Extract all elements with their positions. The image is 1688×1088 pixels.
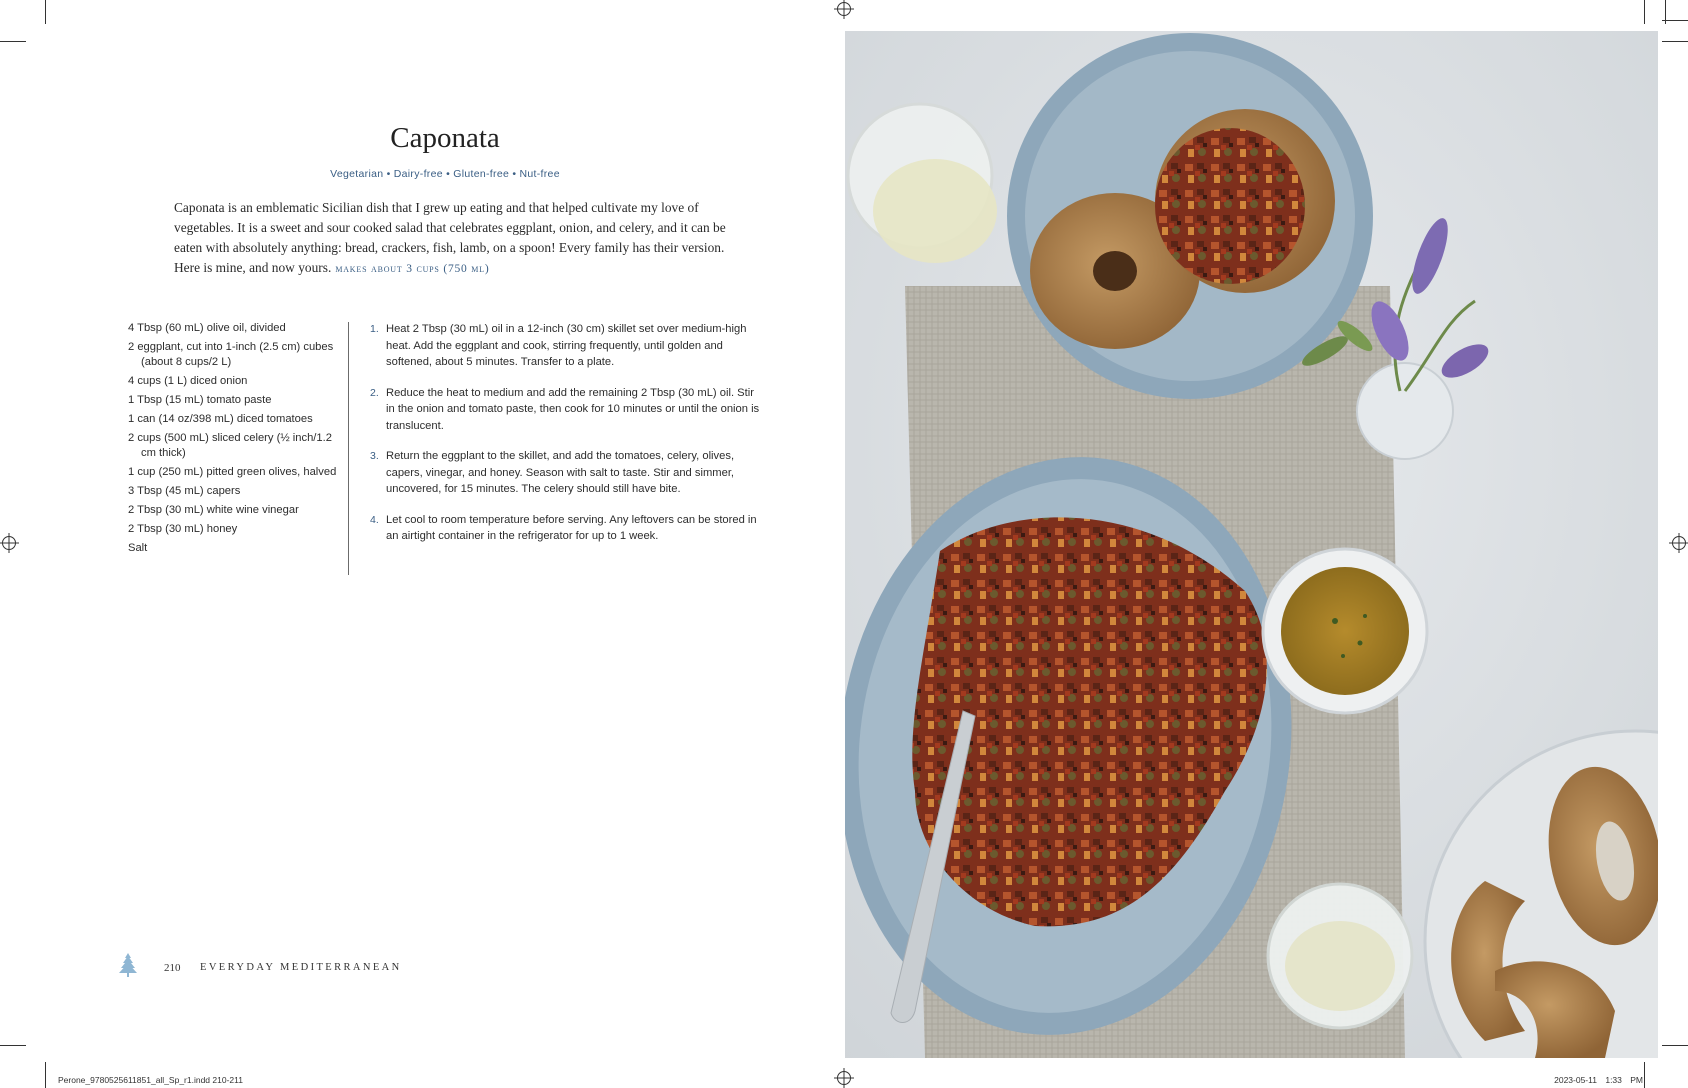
page-number: 210 [164,962,181,974]
crop-mark [1644,1062,1645,1088]
step-text: Let cool to room temperature before serving. Any leftovers can be stored in an airtight container in the refrigerator for up to 1 week. [386,513,757,542]
crop-mark [45,0,46,24]
crop-mark [0,41,26,42]
recipe-intro [174,198,729,279]
ingredient-item: 3 Tbsp (45 mL) capers [128,485,241,497]
ingredient-item: 2 eggplant, cut into 1-inch (2.5 cm) cubes (about 8 cups/2 L) [128,341,334,368]
method-step [370,512,765,545]
step-text: Return the eggplant to the skillet, and add the tomatoes, celery, olives, capers, vinegar, and honey. Season with salt to taste. Stir and simmer, uncovered, for 15 minutes. The celery should still have bite. [386,450,735,495]
registration-mark [2,536,16,550]
registration-mark [837,2,851,16]
ingredient-item: 4 cups (1 L) diced onion [128,375,248,387]
crop-mark [1644,0,1645,24]
intro-text: Caponata is an emblematic Sicilian dish that I grew up eating and that helped cultivate my love of vegetables. It is a sweet and sour cooked salad that celebrates eggplant, onion, and celery, and it can be eaten with absolutely anything: bread, crackers, fish, lamb, on a spoon! Every family has their version. Here is mine, and now yours. [174,200,726,275]
ingredient-item: Salt [128,542,148,554]
step-number: 2. [370,386,379,399]
slug-time: 1:33 PM [1605,1075,1643,1085]
crop-mark [0,1045,26,1046]
step-number: 4. [370,513,379,526]
caponata-photo [845,31,1658,1058]
method-step [370,321,765,371]
step-text: Reduce the heat to medium and add the remaining 2 Tbsp (30 mL) oil. Stir in the onion and tomato paste, then cook for 10 minutes or until the onion is translucent. [386,386,760,432]
step-number: 1. [370,323,379,335]
ingredient-item: 4 Tbsp (60 mL) olive oil, divided [128,322,286,334]
crop-mark [1665,0,1666,24]
dietary-tags: Vegetarian • Dairy-free • Gluten-free • Nut-free [330,168,560,180]
step-number: 3. [370,450,379,462]
method-steps [370,321,765,559]
ingredient-item: 2 cups (500 mL) sliced celery (½ inch/1.2 cm thick) [128,432,332,459]
slug-date: 2023-05-11 [1554,1075,1597,1085]
ingredient-item: 1 Tbsp (15 mL) tomato paste [128,394,272,406]
method-step [370,448,765,498]
step-text: Heat 2 Tbsp (30 mL) oil in a 12-inch (30 cm) skillet set over medium-high heat. Add the eggplant and cook, stirring frequently, until golden and softened, about 5 minutes. Transfer to a plate. [386,323,747,368]
running-footer-title: EVERYDAY MEDITERRANEAN [200,962,402,973]
crop-mark [45,1062,46,1088]
ingredient-item: 2 Tbsp (30 mL) honey [128,523,238,535]
ingredient-list [128,321,338,560]
tree-ornament-icon [116,952,140,978]
registration-mark [1672,536,1686,550]
crop-mark [1662,1045,1688,1046]
ingredient-item: 1 can (14 oz/398 mL) diced tomatoes [128,413,313,425]
recipe-yield: makes about 3 cups (750 ml) [335,263,490,275]
registration-mark [837,1071,851,1085]
ingredient-item: 2 Tbsp (30 mL) white wine vinegar [128,504,299,516]
slug-filename: Perone_9780525611851_all_Sp_r1.indd 210-211 [58,1075,243,1085]
recipe-title: Caponata [390,122,500,154]
slug-timestamp [1554,1075,1643,1085]
method-step [370,385,765,435]
crop-mark [1662,41,1688,42]
column-divider [348,322,349,575]
ingredient-item: 1 cup (250 mL) pitted green olives, halved [128,466,337,478]
